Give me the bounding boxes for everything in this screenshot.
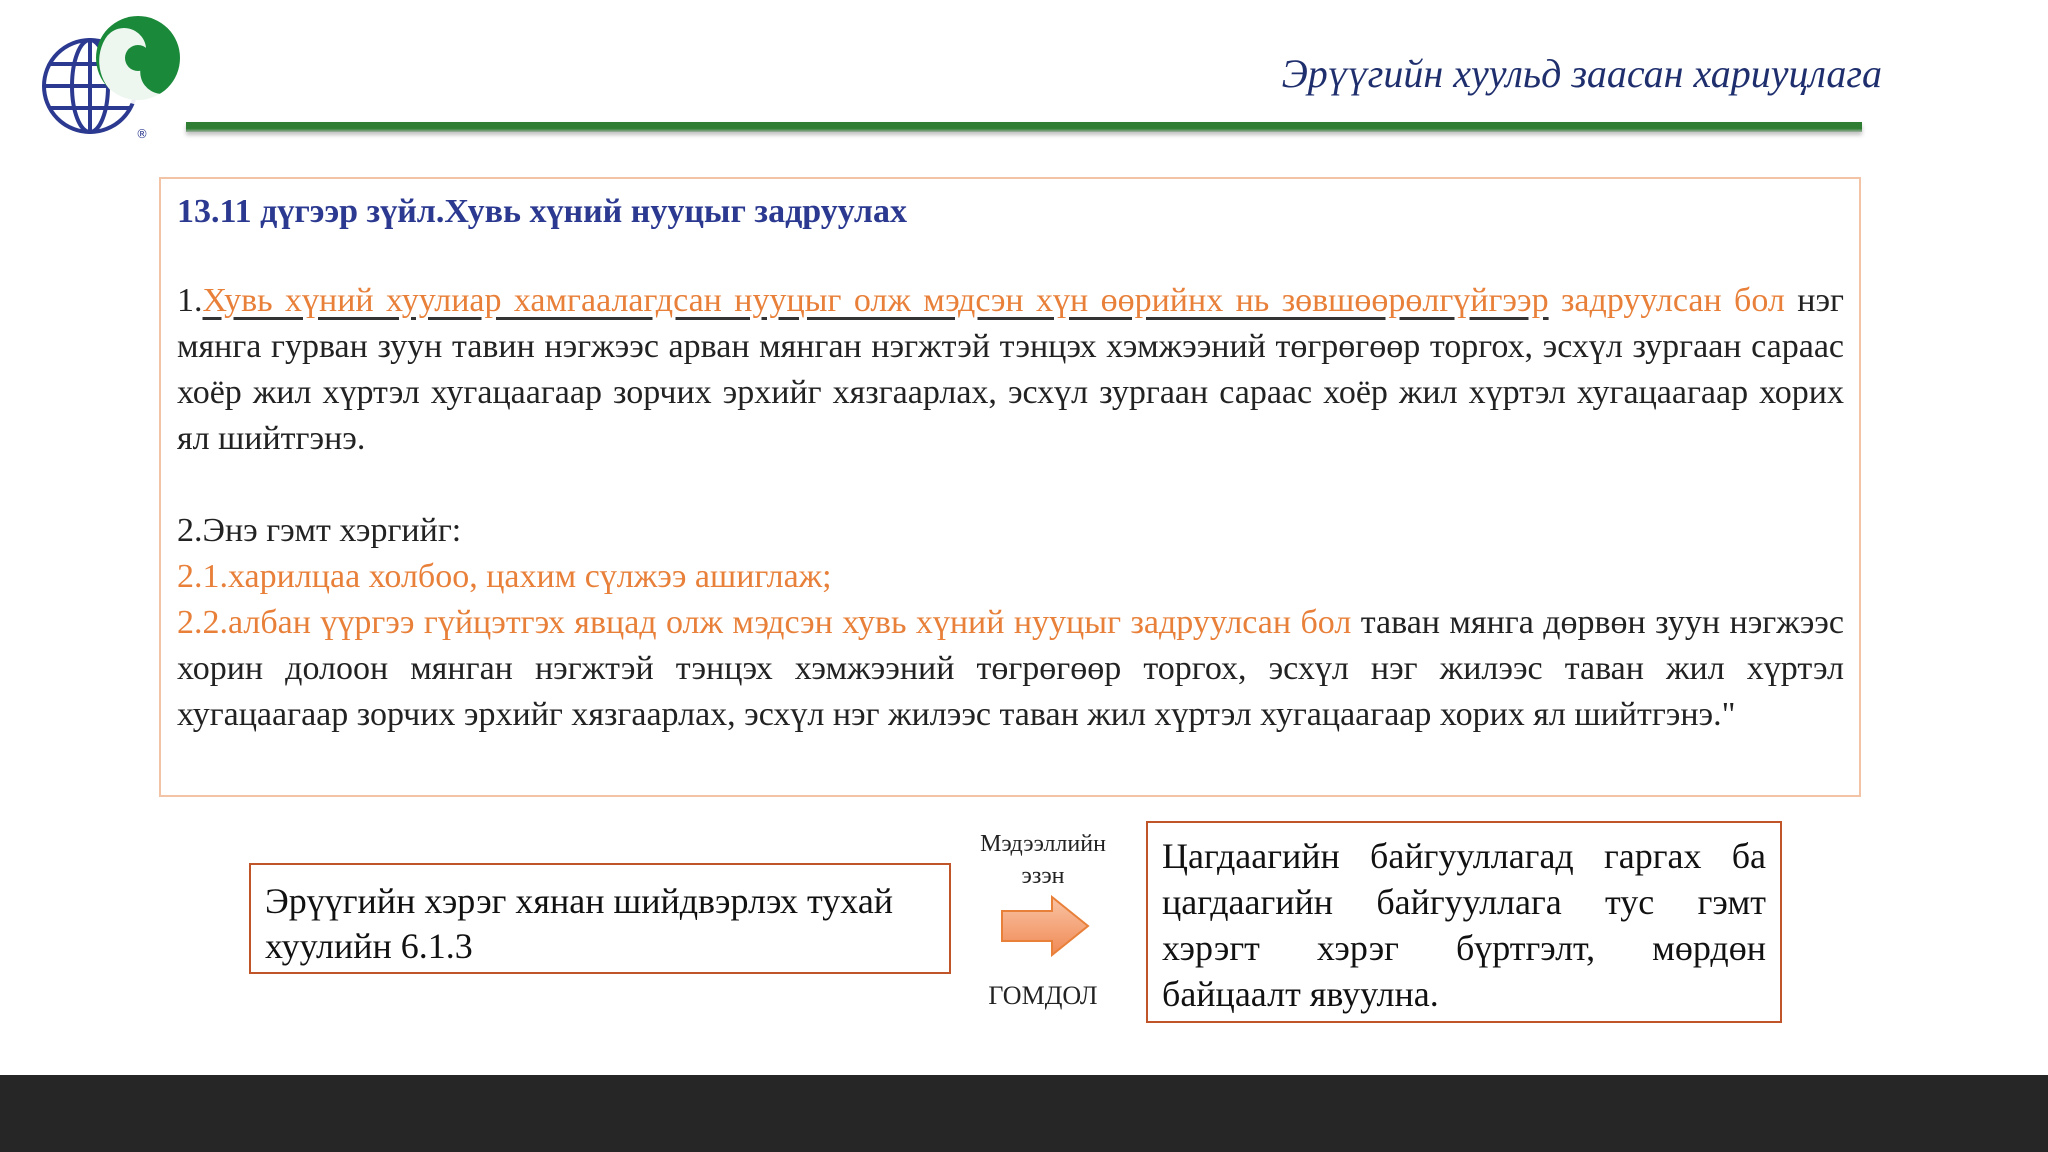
arrow-bottom-label: ГОМДОЛ — [988, 981, 1098, 1010]
paragraph-1-highlight-a: Хувь хүний хуулиар хамгаалагдсан нууцыг олж мэдсэн хүн өөрийнх нь зөвшөөрөлгүйгээр — [202, 282, 1549, 319]
slide-title: Эрүүгийн хуульд заасан хариуцлага — [1281, 51, 1882, 96]
paragraph-1 — [177, 278, 1844, 462]
legal-basis-box: Эрүүгийн хэрэг хянан шийдвэрлэх тухай хуулийн 6.1.3 — [249, 863, 951, 974]
item-2-1: 2.1.харилцаа холбоо, цахим сүлжээ ашиглаж; — [177, 558, 832, 595]
arrow-top-label: Мэдээллийн эзэн — [980, 831, 1106, 889]
item-2-2-rest: таван мянга дөрвөн зуун нэгжээс хорин долоон мянган нэгжтэй тэнцэх хэмжээний төгрөгөөр торгох, эсхүл нэг жилээс таван жил хүртэл хугацаагаар зорчих эрхийг хязгаарлах, эсхүл нэг жилээс таван жил хүртэл хугацаагаар хорих ял шийтгэнэ." — [177, 604, 1844, 733]
footer-bar — [0, 1075, 2048, 1152]
globe-logo-icon — [36, 10, 196, 140]
title-divider — [186, 122, 1862, 132]
paragraph-1-rest: нэг мянга гурван зуун тавин нэгжээс арван мянган нэгжтэй тэнцэх хэмжээний төгрөгөөр торгох, эсхүл зургаан сараас хоёр жил хүртэл хугацаагаар зорчих эрхийг хязгаарлах, эсхүл зургаан сараас хоёр жил хүртэл хугацаагаар хорих ял шийтгэнэ. — [177, 282, 1844, 457]
svg-text:®: ® — [136, 127, 148, 140]
item-2-2 — [177, 600, 1844, 738]
right-arrow-icon — [1000, 895, 1090, 957]
item-2-2-highlight: 2.2.албан үүргээ гүйцэтгэх явцад олж мэдсэн хувь хүний нууцыг задруулсан бол — [177, 604, 1352, 641]
article-text-box — [159, 177, 1861, 797]
paragraph-1-number: 1. — [177, 282, 203, 319]
result-box: Цагдаагийн байгууллагад гаргах ба цагдаагийн байгууллага тус гэмт хэрэгт хэрэг бүртгэлт, мөрдөн байцаалт явуулна. — [1146, 821, 1782, 1023]
paragraph-1-highlight-b: задруулсан бол — [1561, 282, 1785, 319]
article-heading: 13.11 дүгээр зүйл.Хувь хүний нууцыг задруулах — [177, 193, 907, 230]
paragraph-2-intro: 2.Энэ гэмт хэргийг: — [177, 512, 462, 549]
